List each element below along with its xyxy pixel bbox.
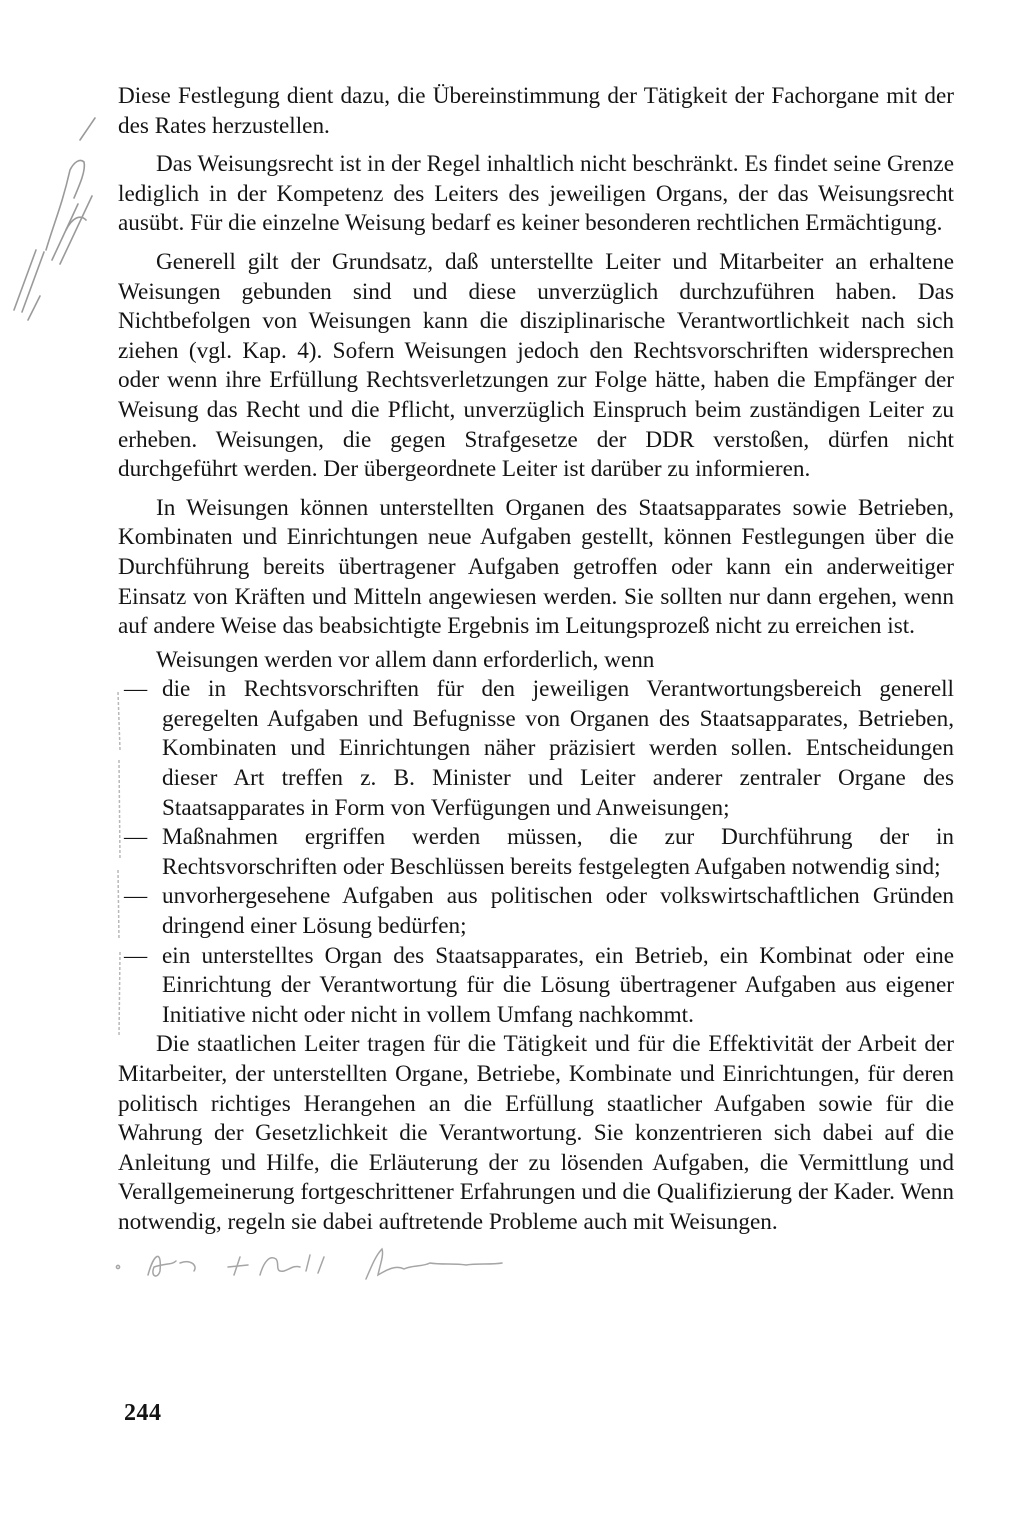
paragraph: Diese Festlegung dient dazu, die Übereinstimmung der Tätigkeit der Fachorgane mit der des Rates herzustellen. bbox=[118, 83, 954, 139]
list-item bbox=[118, 675, 954, 823]
list-item bbox=[118, 823, 954, 882]
list-item-text: die in Rechtsvorschriften für den jeweiligen Verantwortungsbereich generell geregelten Aufgaben und Befugnisse von Organen des Staatsapparates, Betrieben, Kombinaten und Einrichtungen näher präzisiert werden sollen. Entscheidungen dieser Art treffen z. B. Minister und Leiter anderer zentraler Organe des Staatsapparates in Form von Verfügungen und Anweisungen; bbox=[162, 676, 954, 821]
list-intro: Weisungen werden vor allem dann erforderlich, wenn bbox=[156, 646, 655, 673]
bottom-handwriting bbox=[110, 1235, 520, 1295]
dash-list bbox=[118, 675, 954, 1030]
list-item-text: Maßnahmen ergriffen werden müssen, die zur Durchführung der in Rechtsvorschriften oder Beschlüssen bereits festgelegten Aufgaben notwendig sind; bbox=[162, 824, 954, 880]
dash-bullet: — bbox=[124, 942, 148, 969]
paragraph: Die staatlichen Leiter tragen für die Tätigkeit und für die Effektivität der Arbeit der Mitarbeiter, der unterstellten Organe, Betriebe, Kombinate und Einrichtungen, für deren politisch richtiges Herangehen an die Erfüllung staatlicher Aufgaben sowie für die Wahrung der Gesetzlichkeit die Verantwortung. Sie konzentrieren sich dabei auf die Anleitung und Hilfe, die Erläuterung der zu lösenden Aufgaben, die Vermittlung und Verallgemeinerung fortgeschrittener Erfahrungen und die Qualifizierung der Kader. Wenn notwendig, regeln sie dabei auftretende Probleme auch mit Weisungen. bbox=[118, 1031, 954, 1235]
paragraph: In Weisungen können unterstellten Organen des Staatsapparates sowie Betrieben, Kombinaten und Einrichtungen neue Aufgaben gestellt, können Festlegungen über die Durchführung bereits übertragener Aufgaben getroffen oder kann ein anderweitiger Einsatz von Kräften und Mitteln angewiesen werden. Sie sollten nur dann ergehen, wenn auf andere Weise das beabsichtigte Ergebnis im Leitungsprozeß nicht zu erreichen ist. bbox=[118, 494, 954, 640]
margin-handwriting bbox=[0, 100, 115, 330]
paragraph: Das Weisungsrecht ist in der Regel inhaltlich nicht beschränkt. Es findet seine Grenze lediglich in der Kompetenz des Leiters des jeweiligen Organs, der das Weisungsrecht ausübt. Für die einzelne Weisung bedarf es keiner besonderen rechtlichen Ermächtigung. bbox=[118, 151, 954, 237]
list-item bbox=[118, 882, 954, 941]
paragraph: Generell gilt der Grundsatz, daß unterstellte Leiter und Mitarbeiter an erhaltene Weisungen gebunden sind und diese unverzüglich durchzuführen haben. Das Nichtbefolgen von Weisungen kann die disziplinarische Verantwortlichkeit nach sich ziehen (vgl. Kap. 4). Sofern Weisungen jedoch den Rechtsvorschriften widersprechen oder wenn ihre Erfüllung Rechtsverletzungen zur Folge hätte, haben die Empfänger der Weisung das Recht und die Pflicht, unverzüglich Einspruch beim zuständigen Leiter zu erheben. Weisungen, die gegen Strafgesetze der DDR verstoßen, dürfen nicht durchgeführt werden. Der übergeordnete Leiter ist darüber zu informieren. bbox=[118, 248, 954, 483]
dash-bullet: — bbox=[124, 676, 148, 703]
page-number: 244 bbox=[124, 1400, 162, 1426]
dash-bullet: — bbox=[124, 883, 148, 910]
page-body bbox=[118, 82, 954, 1238]
list-item-text: ein unterstelltes Organ des Staatsapparates, ein Betrieb, ein Kombinat oder eine Einrichtung der Verantwortung für die Lösung übertragener Aufgaben aus eigener Initiative nicht oder nicht in vollem Umfang nachkommt. bbox=[162, 942, 954, 1028]
dash-bullet: — bbox=[124, 824, 148, 851]
list-item bbox=[118, 942, 954, 1031]
list-item-text: unvorhergesehene Aufgaben aus politischen oder volkswirtschaftlichen Gründen dringend einer Lösung bedürfen; bbox=[162, 883, 954, 940]
